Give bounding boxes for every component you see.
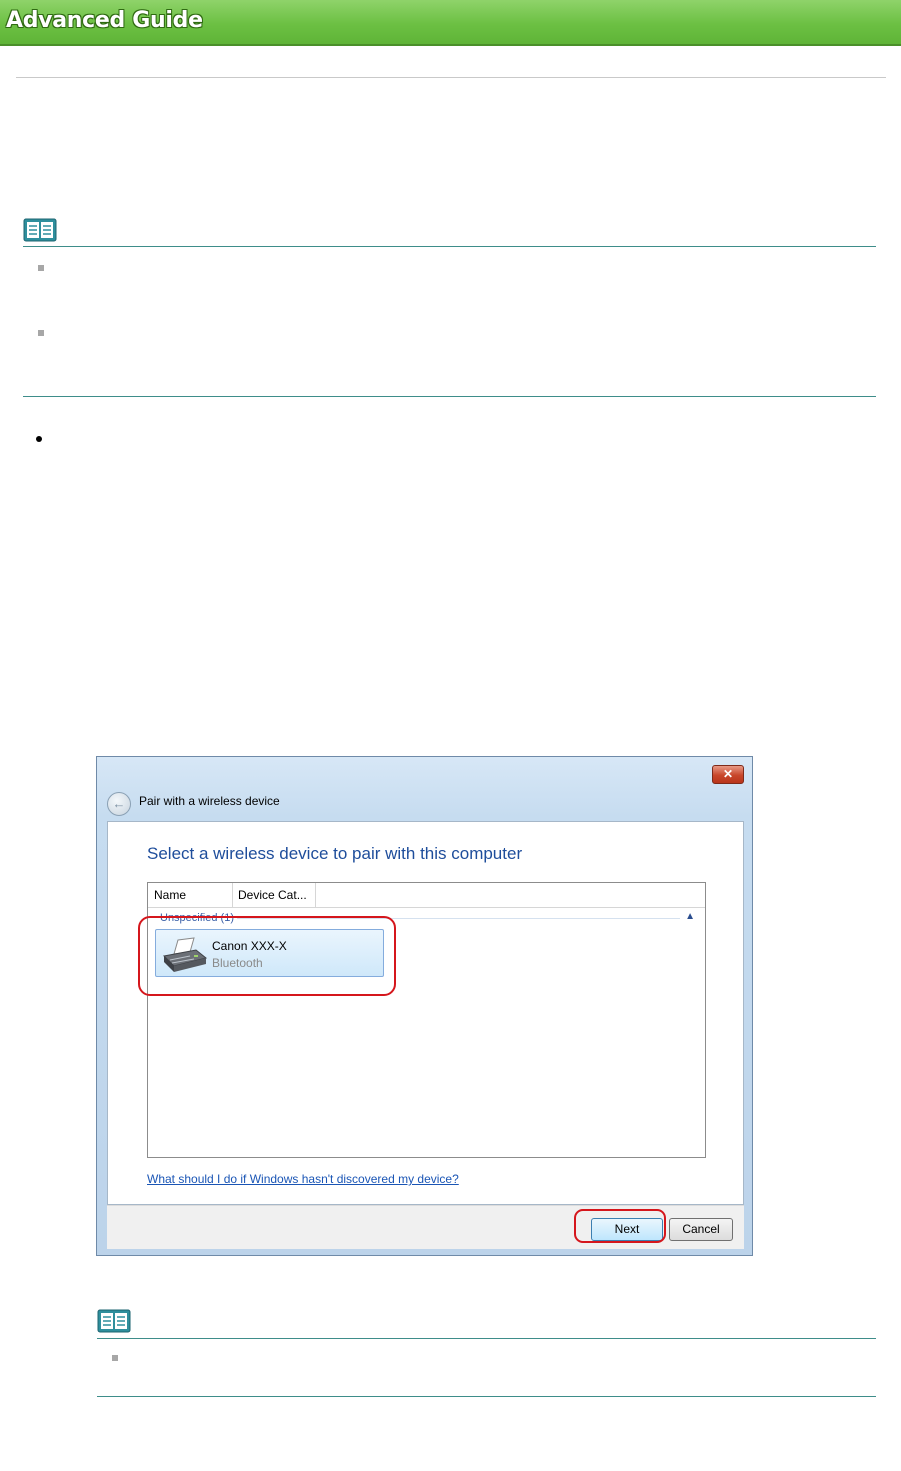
dialog-content (107, 821, 744, 1205)
close-icon[interactable]: ✕ (712, 765, 744, 784)
pair-device-dialog (96, 756, 753, 1256)
column-separator (315, 883, 316, 907)
top-divider (16, 77, 886, 78)
note-end-divider (23, 396, 876, 397)
dialog-title: Pair with a wireless device (139, 794, 280, 808)
column-separator (232, 883, 233, 907)
column-device-category[interactable]: Device Cat... (238, 888, 307, 902)
collapse-chevron-icon[interactable]: ▲ (685, 911, 695, 922)
note-divider (23, 246, 876, 247)
dialog-heading: Select a wireless device to pair with this computer (147, 844, 523, 863)
help-link[interactable]: What should I do if Windows hasn't discovered my device? (147, 1172, 459, 1186)
device-highlight-ring (138, 916, 396, 996)
note-book-icon (97, 1309, 131, 1333)
device-name: Canon XXX-X (212, 939, 287, 953)
device-type: Bluetooth (212, 956, 263, 970)
next-button[interactable]: Next (591, 1218, 663, 1241)
column-name[interactable]: Name (154, 888, 187, 902)
list-bullet (36, 436, 42, 442)
group-label: Unspecified (1) (160, 912, 237, 924)
note-end-divider (97, 1396, 876, 1397)
note-book-icon (23, 218, 57, 242)
note-divider (97, 1338, 876, 1339)
note-bullet (38, 265, 44, 271)
cancel-button[interactable]: Cancel (669, 1218, 733, 1241)
list-header (148, 883, 705, 908)
note-bullet (38, 330, 44, 336)
note-bullet (112, 1355, 118, 1361)
back-arrow-icon[interactable]: ← (107, 792, 131, 816)
next-highlight-ring (574, 1209, 666, 1243)
guide-header-banner (0, 0, 901, 46)
guide-title: Advanced Guide (6, 8, 203, 33)
